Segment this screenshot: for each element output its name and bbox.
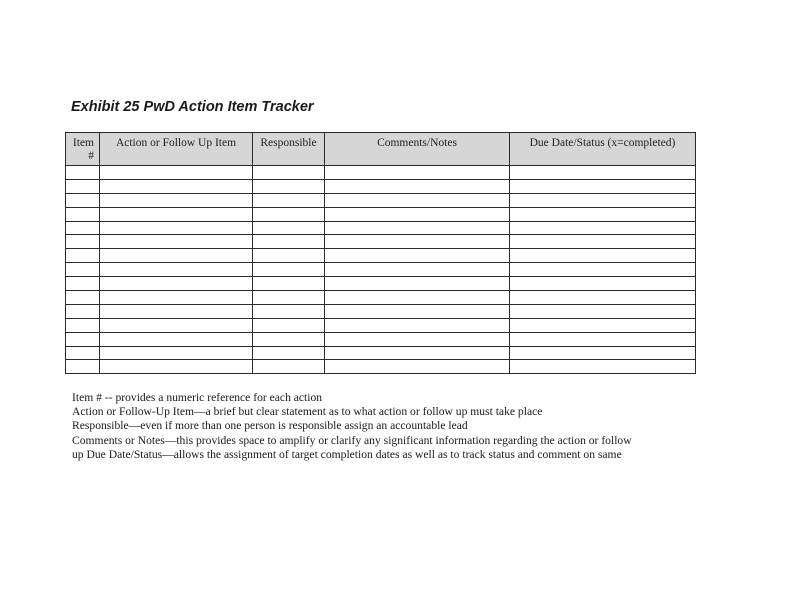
cell-action[interactable]	[100, 332, 253, 346]
cell-item-number[interactable]	[66, 318, 100, 332]
table-row	[66, 291, 696, 305]
cell-action[interactable]	[100, 263, 253, 277]
cell-comments[interactable]	[325, 291, 510, 305]
table-row	[66, 207, 696, 221]
cell-responsible[interactable]	[253, 179, 325, 193]
cell-item-number[interactable]	[66, 179, 100, 193]
action-item-tracker-table	[65, 132, 696, 374]
cell-comments[interactable]	[325, 360, 510, 374]
cell-item-number[interactable]	[66, 304, 100, 318]
cell-responsible[interactable]	[253, 249, 325, 263]
cell-due-date-status[interactable]	[510, 304, 696, 318]
cell-comments[interactable]	[325, 207, 510, 221]
cell-action[interactable]	[100, 346, 253, 360]
cell-item-number[interactable]	[66, 166, 100, 180]
cell-comments[interactable]	[325, 332, 510, 346]
cell-comments[interactable]	[325, 249, 510, 263]
cell-comments[interactable]	[325, 263, 510, 277]
cell-due-date-status[interactable]	[510, 166, 696, 180]
cell-comments[interactable]	[325, 346, 510, 360]
cell-action[interactable]	[100, 360, 253, 374]
cell-due-date-status[interactable]	[510, 263, 696, 277]
cell-action[interactable]	[100, 291, 253, 305]
cell-action[interactable]	[100, 193, 253, 207]
cell-action[interactable]	[100, 221, 253, 235]
column-header-comments: Comments/Notes	[325, 133, 510, 166]
cell-item-number[interactable]	[66, 346, 100, 360]
cell-responsible[interactable]	[253, 193, 325, 207]
table-row	[66, 221, 696, 235]
table-row	[66, 332, 696, 346]
cell-due-date-status[interactable]	[510, 249, 696, 263]
cell-comments[interactable]	[325, 235, 510, 249]
cell-due-date-status[interactable]	[510, 193, 696, 207]
cell-comments[interactable]	[325, 318, 510, 332]
cell-responsible[interactable]	[253, 235, 325, 249]
table-row	[66, 249, 696, 263]
table-row	[66, 360, 696, 374]
cell-action[interactable]	[100, 207, 253, 221]
cell-comments[interactable]	[325, 193, 510, 207]
cell-item-number[interactable]	[66, 249, 100, 263]
cell-action[interactable]	[100, 249, 253, 263]
cell-due-date-status[interactable]	[510, 360, 696, 374]
cell-responsible[interactable]	[253, 346, 325, 360]
table-row	[66, 235, 696, 249]
column-header-label: Item	[72, 137, 94, 149]
table-header-row	[66, 133, 696, 166]
cell-item-number[interactable]	[66, 235, 100, 249]
cell-item-number[interactable]	[66, 193, 100, 207]
table-row	[66, 318, 696, 332]
column-header-item-number	[66, 133, 100, 166]
note-due-date-status: up Due Date/Status—allows the assignment of target completion dates as well as to track status and comment on same	[72, 447, 622, 461]
cell-comments[interactable]	[325, 179, 510, 193]
column-header-action: Action or Follow Up Item	[100, 133, 253, 166]
cell-action[interactable]	[100, 166, 253, 180]
cell-item-number[interactable]	[66, 332, 100, 346]
table-row	[66, 166, 696, 180]
cell-item-number[interactable]	[66, 277, 100, 291]
table-row	[66, 346, 696, 360]
cell-due-date-status[interactable]	[510, 332, 696, 346]
cell-responsible[interactable]	[253, 207, 325, 221]
cell-responsible[interactable]	[253, 332, 325, 346]
table-row	[66, 304, 696, 318]
cell-due-date-status[interactable]	[510, 207, 696, 221]
cell-comments[interactable]	[325, 166, 510, 180]
page-title: Exhibit 25 PwD Action Item Tracker	[71, 99, 314, 115]
table-row	[66, 179, 696, 193]
cell-responsible[interactable]	[253, 277, 325, 291]
cell-comments[interactable]	[325, 221, 510, 235]
cell-comments[interactable]	[325, 304, 510, 318]
cell-item-number[interactable]	[66, 207, 100, 221]
cell-item-number[interactable]	[66, 263, 100, 277]
table-row	[66, 263, 696, 277]
cell-responsible[interactable]	[253, 318, 325, 332]
cell-due-date-status[interactable]	[510, 221, 696, 235]
cell-action[interactable]	[100, 179, 253, 193]
cell-comments[interactable]	[325, 277, 510, 291]
cell-item-number[interactable]	[66, 291, 100, 305]
cell-due-date-status[interactable]	[510, 346, 696, 360]
table-row	[66, 193, 696, 207]
cell-due-date-status[interactable]	[510, 291, 696, 305]
cell-due-date-status[interactable]	[510, 179, 696, 193]
note-comments: Comments or Notes—this provides space to amplify or clarify any significant information regarding the action or follow	[72, 433, 632, 447]
cell-responsible[interactable]	[253, 221, 325, 235]
cell-action[interactable]	[100, 277, 253, 291]
column-header-label-line2: #	[88, 150, 94, 162]
column-header-responsible: Responsible	[253, 133, 325, 166]
cell-responsible[interactable]	[253, 291, 325, 305]
cell-responsible[interactable]	[253, 304, 325, 318]
cell-responsible[interactable]	[253, 263, 325, 277]
column-header-due-date-status: Due Date/Status (x=completed)	[510, 133, 696, 166]
cell-due-date-status[interactable]	[510, 277, 696, 291]
cell-action[interactable]	[100, 318, 253, 332]
cell-responsible[interactable]	[253, 166, 325, 180]
note-action: Action or Follow-Up Item—a brief but clear statement as to what action or follow up must take place	[72, 405, 543, 419]
cell-action[interactable]	[100, 304, 253, 318]
cell-responsible[interactable]	[253, 360, 325, 374]
table-body	[66, 166, 696, 374]
note-responsible: Responsible—even if more than one person is responsible assign an accountable lead	[72, 419, 468, 433]
cell-item-number[interactable]	[66, 221, 100, 235]
cell-item-number[interactable]	[66, 360, 100, 374]
cell-due-date-status[interactable]	[510, 318, 696, 332]
cell-due-date-status[interactable]	[510, 235, 696, 249]
note-item-number: Item # -- provides a numeric reference for each action	[72, 391, 323, 404]
cell-action[interactable]	[100, 235, 253, 249]
table-row	[66, 277, 696, 291]
column-descriptions	[72, 391, 632, 462]
